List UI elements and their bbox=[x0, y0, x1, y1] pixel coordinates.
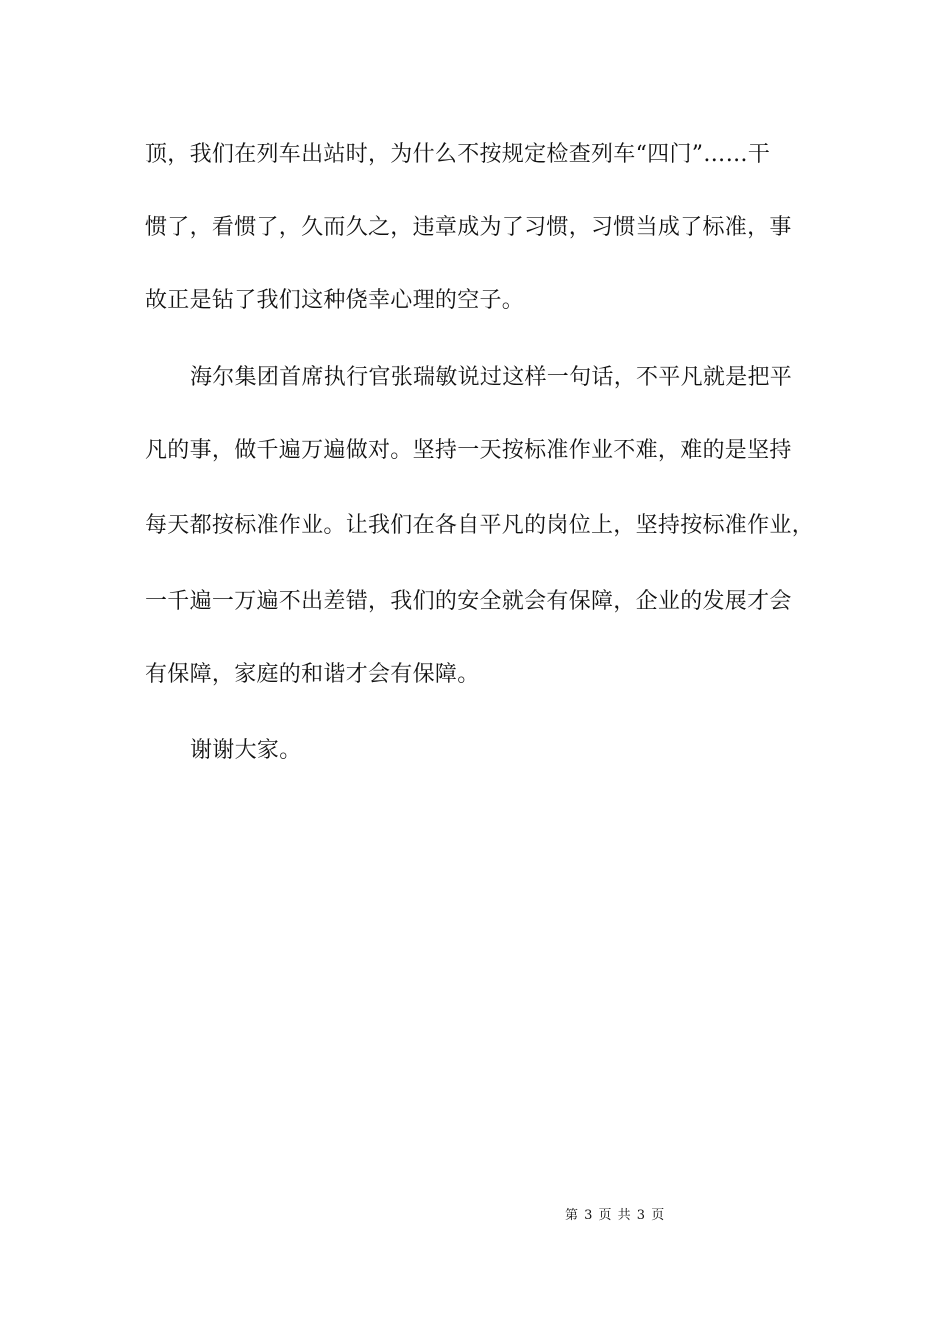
body-text-line: 顶，我们在列车出站时，为什么不按规定检查列车“四门”……干 bbox=[145, 142, 771, 167]
body-text-line: 一千遍一万遍不出差错，我们的安全就会有保障，企业的发展才会 bbox=[145, 589, 792, 614]
paragraph-first-line: 海尔集团首席执行官张瑞敏说过这样一句话，不平凡就是把平 bbox=[190, 365, 793, 390]
body-text-line: 故正是钻了我们这种侥幸心理的空子。 bbox=[145, 288, 525, 313]
body-text-line: 惯了，看惯了，久而久之，违章成为了习惯，习惯当成了标准，事 bbox=[145, 215, 792, 240]
body-text-line: 每天都按标准作业。让我们在各自平凡的岗位上，坚持按标准作业， bbox=[145, 513, 815, 538]
closing-line: 谢谢大家。 bbox=[190, 738, 302, 763]
body-text-line: 有保障，家庭的和谐才会有保障。 bbox=[145, 662, 480, 687]
body-text-line: 凡的事，做千遍万遍做对。坚持一天按标准作业不难，难的是坚持 bbox=[145, 438, 792, 463]
page-number-footer: 第 3 页 共 3 页 bbox=[565, 1208, 666, 1223]
